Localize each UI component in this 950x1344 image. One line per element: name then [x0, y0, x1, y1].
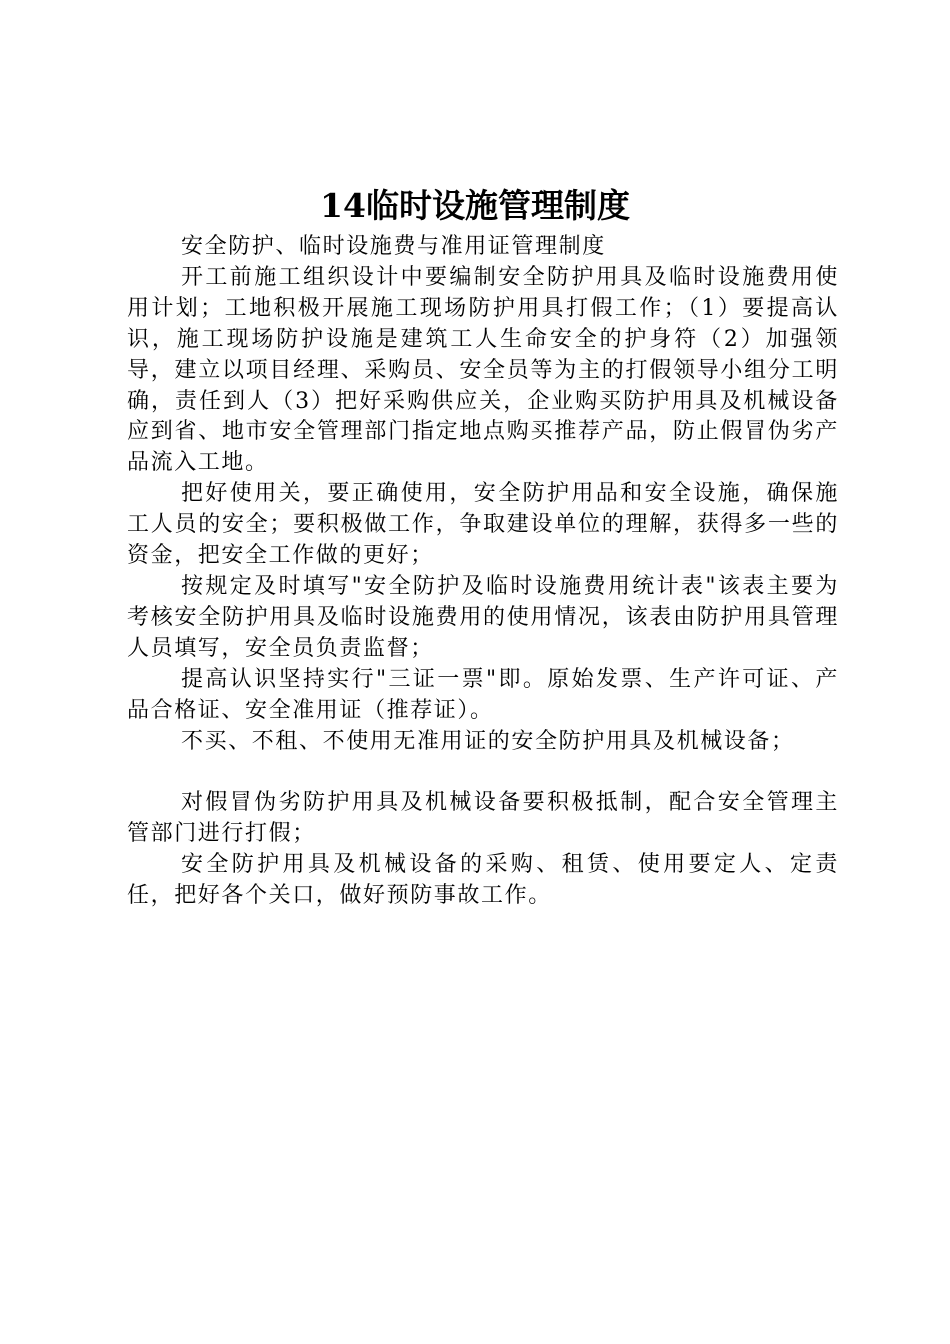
paragraph-statistics: 按规定及时填写"安全防护及临时设施费用统计表"该表主要为考核安全防护用具及临时设施费用的使用情况，该表由防护用具管理人员填写，安全员负责监督；	[127, 573, 839, 661]
document-title: 14临时设施管理制度	[320, 186, 630, 225]
document-body	[127, 232, 839, 912]
paragraph-planning: 开工前施工组织设计中要编制安全防护用具及临时设施费用使用计划；工地积极开展施工现场防护用具打假工作；（1）要提高认识，施工现场防护设施是建筑工人生命安全的护身符（2）加强领导，建立以项目经理、采购员、安全员等为主的打假领导小组分工明确，责任到人（3）把好采购供应关，企业购买防护用具及机械设备应到省、地市安全管理部门指定地点购买推荐产品，防止假冒伪劣产品流入工地。	[127, 264, 839, 476]
paragraph-anti-counterfeit: 对假冒伪劣防护用具及机械设备要积极抵制，配合安全管理主管部门进行打假；	[127, 790, 839, 847]
paragraph-subtitle: 安全防护、临时设施费与准用证管理制度	[181, 234, 606, 259]
paragraph-usage: 把好使用关，要正确使用，安全防护用品和安全设施，确保施工人员的安全；要积极做工作，争取建设单位的理解，获得多一些的资金，把安全工作做的更好；	[127, 481, 839, 569]
paragraph-responsibility: 安全防护用具及机械设备的采购、租赁、使用要定人、定责任，把好各个关口，做好预防事故工作。	[127, 852, 839, 909]
paragraph-no-purchase: 不买、不租、不使用无准用证的安全防护用具及机械设备；	[181, 728, 795, 754]
paragraph-certificates: 提高认识坚持实行"三证一票"即。原始发票、生产许可证、产品合格证、安全准用证（推荐证）。	[127, 666, 839, 723]
